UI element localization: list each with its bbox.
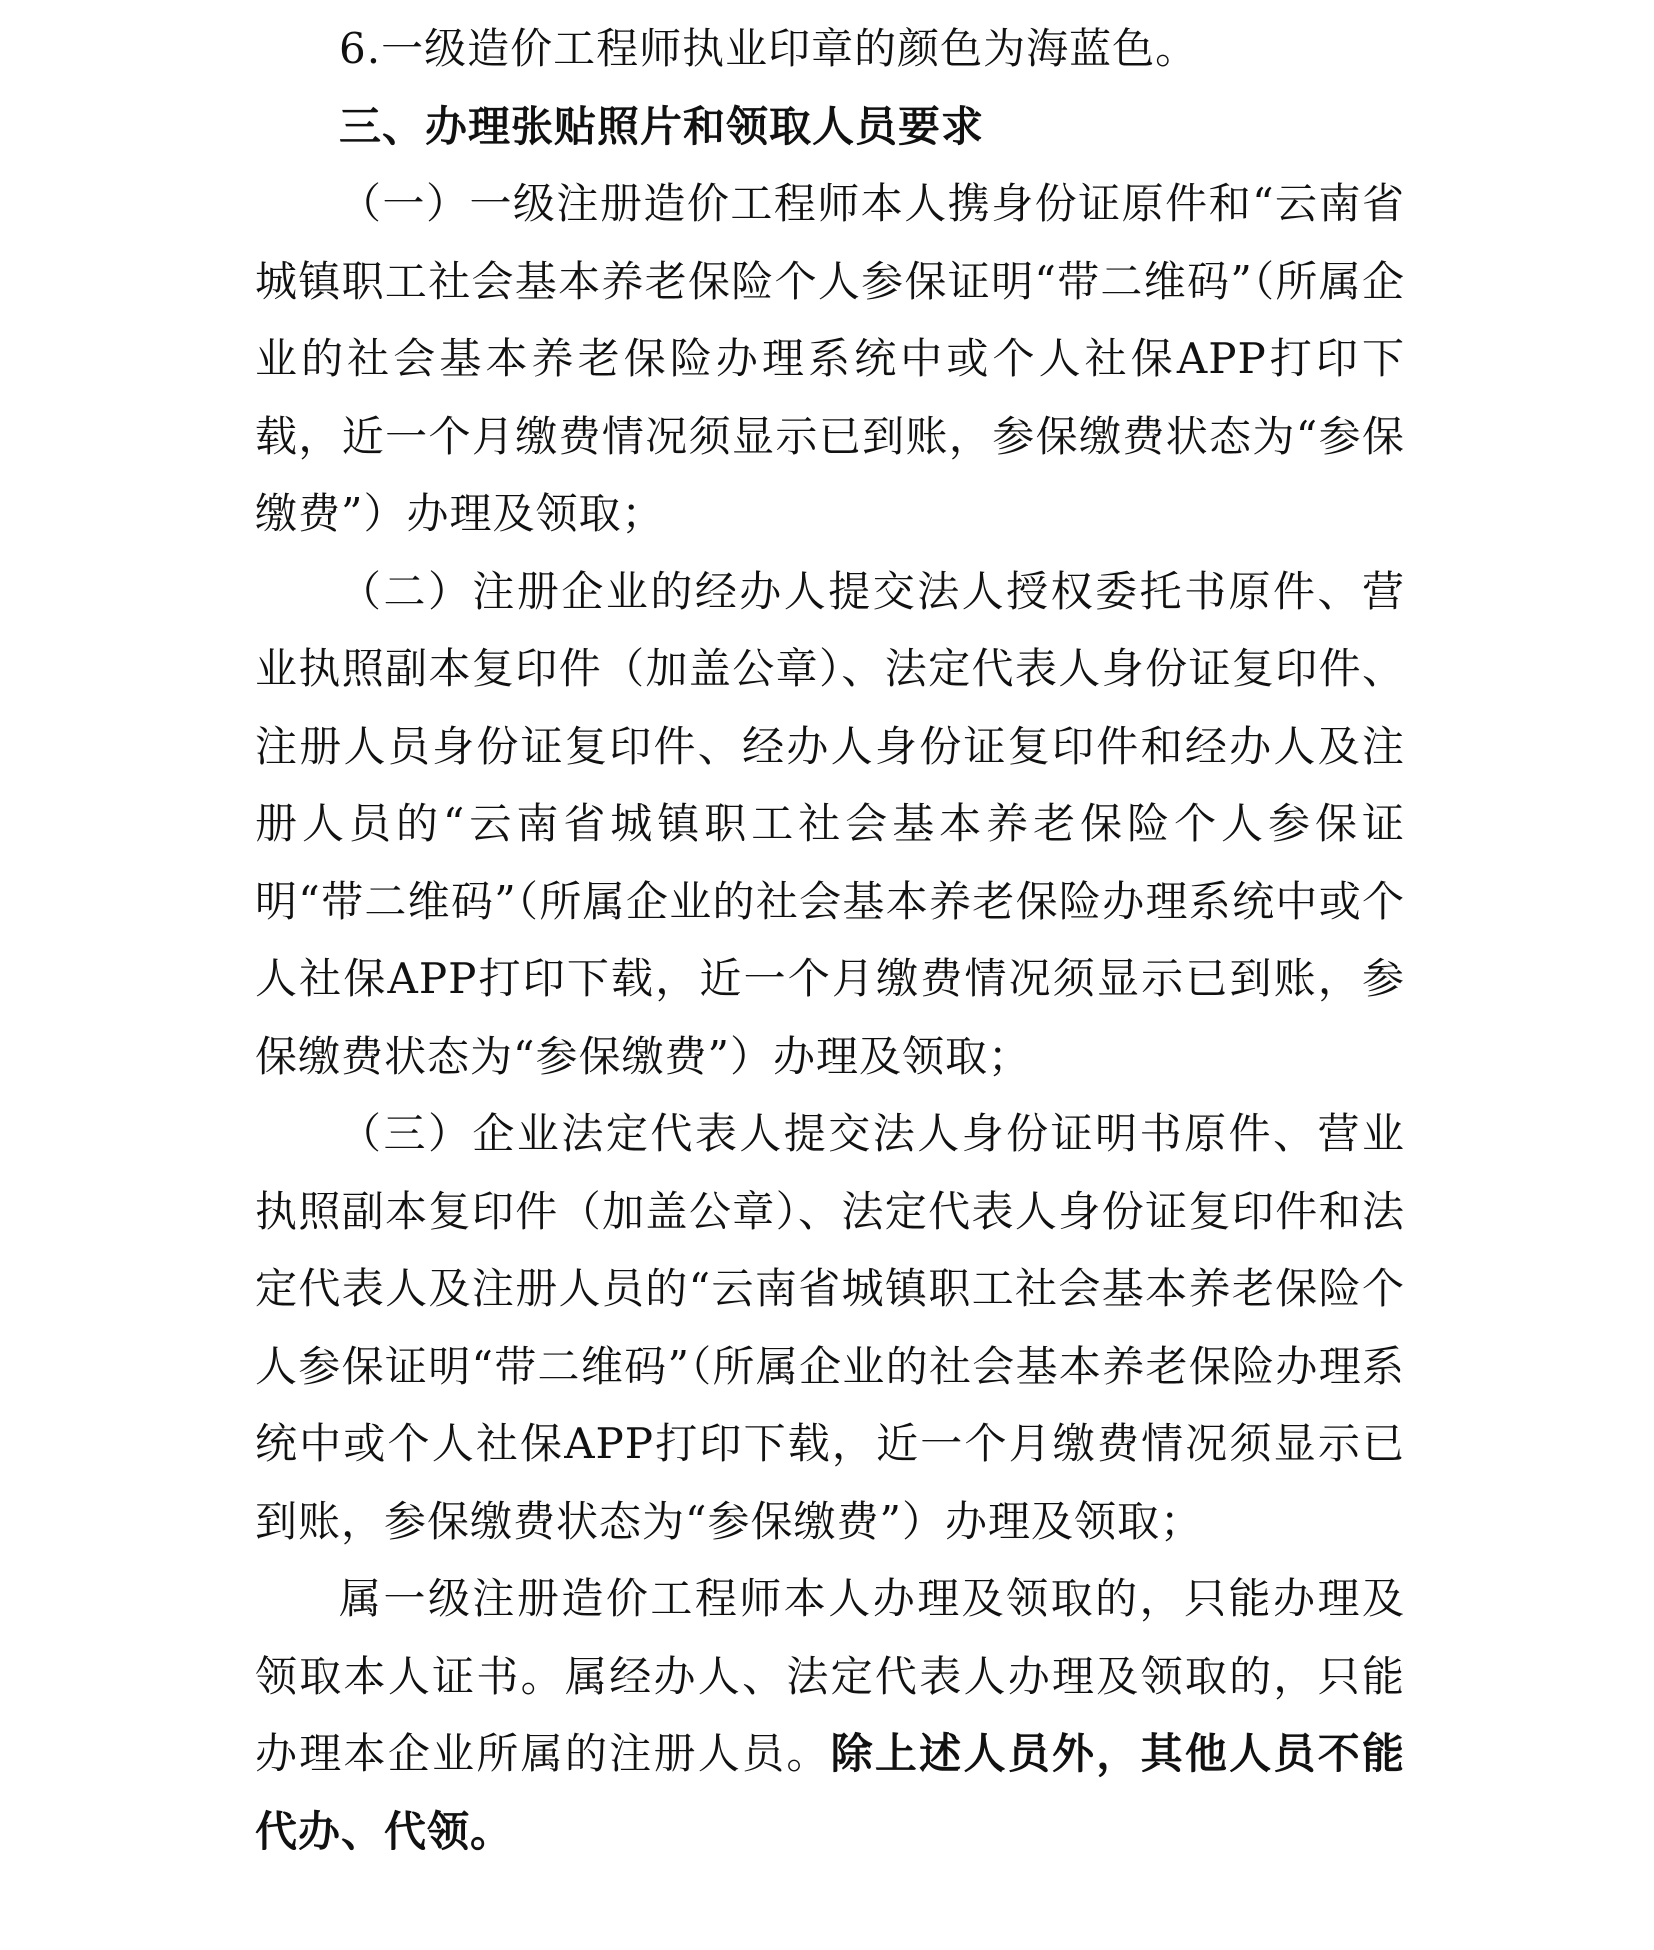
clause-3-paragraph: （三）企业法定代表人提交法人身份证明书原件、营业执照副本复印件（加盖公章）、法定代表人身份证复印件和法定代表人及注册人员的“云南省城镇职工社会基本养老保险个人参保证明“带二维码”（所属企业的社会基本养老保险办理系统中或个人社保APP打印下载，近一个月缴费情况须显示已到账，参保缴费状态为“参保缴费”）办理及领取； <box>255 1109 1405 1546</box>
closing-paragraph <box>255 1560 1405 1870</box>
item-6-paragraph: 6.一级造价工程师执业印章的颜色为海蓝色。 <box>339 24 1199 73</box>
closing-bold-text: 除上述人员外，其他人员不能代办、代领。 <box>255 1729 1405 1856</box>
section-3-heading: 三、办理张贴照片和领取人员要求 <box>339 101 985 151</box>
document-body <box>255 10 1405 1870</box>
closing-normal-text: 属一级注册造价工程师本人办理及领取的，只能办理及领取本人证书。属经办人、法定代表人办理及领取的，只能办理本企业所属的注册人员。 <box>255 1574 1405 1778</box>
clause-1-paragraph: （一）一级注册造价工程师本人携身份证原件和“云南省城镇职工社会基本养老保险个人参保证明“带二维码”（所属企业的社会基本养老保险办理系统中或个人社保APP打印下载，近一个月缴费情况须显示已到账，参保缴费状态为“参保缴费”）办理及领取； <box>255 179 1405 538</box>
clause-2-paragraph: （二）注册企业的经办人提交法人授权委托书原件、营业执照副本复印件（加盖公章）、法定代表人身份证复印件、注册人员身份证复印件、经办人身份证复印件和经办人及注册人员的“云南省城镇职工社会基本养老保险个人参保证明“带二维码”（所属企业的社会基本养老保险办理系统中或个人社保APP打印下载，近一个月缴费情况须显示已到账，参保缴费状态为“参保缴费”）办理及领取； <box>255 566 1405 1081</box>
